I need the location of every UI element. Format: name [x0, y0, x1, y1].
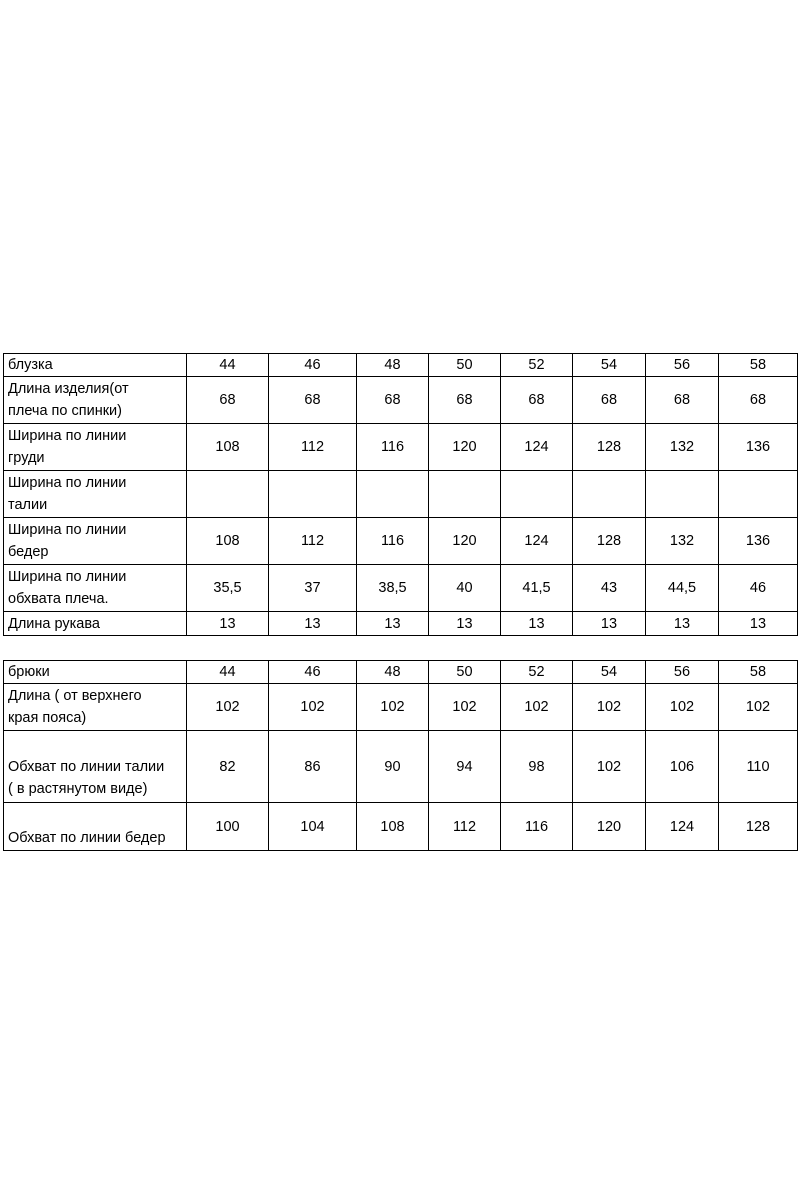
row-label-line: груди: [8, 450, 45, 466]
row-label-line: Длина изделия(от: [8, 381, 129, 397]
value-cell: 13: [187, 612, 269, 636]
value-cell: 102: [646, 684, 719, 731]
value-cell: 128: [573, 424, 646, 471]
value-cell: 112: [429, 803, 501, 851]
row-label-line: Ширина по линии: [8, 428, 127, 444]
value-cell: 38,5: [357, 565, 429, 612]
value-cell: 108: [357, 803, 429, 851]
value-cell: 13: [573, 612, 646, 636]
value-cell: 68: [269, 377, 357, 424]
blouse-header-row: [4, 354, 798, 377]
row-label: [4, 471, 187, 518]
value-cell: 110: [719, 731, 798, 803]
size-cell: 50: [429, 661, 501, 684]
value-cell: 41,5: [501, 565, 573, 612]
value-cell: 40: [429, 565, 501, 612]
value-cell: 44,5: [646, 565, 719, 612]
value-cell: 13: [357, 612, 429, 636]
value-cell: [187, 471, 269, 518]
value-cell: 116: [357, 424, 429, 471]
table-row: [4, 803, 798, 851]
row-label-line: обхвата плеча.: [8, 591, 109, 607]
size-cell: 52: [501, 661, 573, 684]
value-cell: 68: [357, 377, 429, 424]
row-label-line: Ширина по линии: [8, 475, 127, 491]
size-cell: 50: [429, 354, 501, 377]
size-cell: 44: [187, 661, 269, 684]
value-cell: 132: [646, 424, 719, 471]
value-cell: 37: [269, 565, 357, 612]
value-cell: 102: [269, 684, 357, 731]
value-cell: 136: [719, 424, 798, 471]
value-cell: 104: [269, 803, 357, 851]
size-cell: 44: [187, 354, 269, 377]
value-cell: 128: [573, 518, 646, 565]
value-cell: 13: [429, 612, 501, 636]
value-cell: [646, 471, 719, 518]
value-cell: [429, 471, 501, 518]
row-label-line: ( в растянутом виде): [8, 781, 148, 797]
row-label-line: Длина рукава: [8, 615, 100, 632]
value-cell: 86: [269, 731, 357, 803]
value-cell: 102: [573, 684, 646, 731]
blouse-size-table: [3, 353, 798, 636]
value-cell: 68: [501, 377, 573, 424]
value-cell: 116: [501, 803, 573, 851]
table-row: [4, 471, 798, 518]
row-label-line: Ширина по линии: [8, 569, 127, 585]
value-cell: 68: [187, 377, 269, 424]
value-cell: 108: [187, 518, 269, 565]
value-cell: 112: [269, 424, 357, 471]
value-cell: 13: [501, 612, 573, 636]
row-label: [4, 731, 187, 803]
value-cell: 128: [719, 803, 798, 851]
value-cell: 102: [501, 684, 573, 731]
value-cell: 102: [429, 684, 501, 731]
value-cell: 35,5: [187, 565, 269, 612]
value-cell: 102: [719, 684, 798, 731]
row-label: [4, 684, 187, 731]
value-cell: 102: [357, 684, 429, 731]
value-cell: 68: [429, 377, 501, 424]
row-label-line: Обхват по линии талии: [8, 759, 165, 775]
value-cell: 124: [501, 424, 573, 471]
row-label-line: Ширина по линии: [8, 522, 127, 538]
table-row: [4, 612, 798, 636]
value-cell: 68: [719, 377, 798, 424]
row-label-line: Длина ( от верхнего: [8, 688, 142, 704]
size-cell: 54: [573, 661, 646, 684]
table-row: [4, 731, 798, 803]
row-label: [4, 424, 187, 471]
value-cell: 136: [719, 518, 798, 565]
size-cell: 56: [646, 661, 719, 684]
row-label: [4, 518, 187, 565]
value-cell: [501, 471, 573, 518]
pants-header-row: [4, 661, 798, 684]
value-cell: 112: [269, 518, 357, 565]
row-label: [4, 803, 187, 851]
pants-title: брюки: [4, 661, 187, 684]
size-cell: 48: [357, 354, 429, 377]
table-row: [4, 424, 798, 471]
row-label-line: края пояса): [8, 710, 87, 726]
row-label: [4, 565, 187, 612]
value-cell: 90: [357, 731, 429, 803]
value-cell: [573, 471, 646, 518]
value-cell: 132: [646, 518, 719, 565]
row-label: [4, 612, 187, 636]
value-cell: 13: [269, 612, 357, 636]
size-cell: 56: [646, 354, 719, 377]
value-cell: 100: [187, 803, 269, 851]
value-cell: [269, 471, 357, 518]
value-cell: 46: [719, 565, 798, 612]
value-cell: 124: [646, 803, 719, 851]
value-cell: 13: [646, 612, 719, 636]
size-cell: 48: [357, 661, 429, 684]
size-cell: 52: [501, 354, 573, 377]
size-cell: 58: [719, 354, 798, 377]
size-cell: 46: [269, 354, 357, 377]
value-cell: 98: [501, 731, 573, 803]
row-label-line: плеча по спинки): [8, 403, 122, 419]
value-cell: 120: [573, 803, 646, 851]
value-cell: 68: [646, 377, 719, 424]
value-cell: 13: [719, 612, 798, 636]
row-label-line: талии: [8, 497, 48, 513]
size-cell: 58: [719, 661, 798, 684]
row-label-line: Обхват по линии бедер: [8, 830, 166, 846]
value-cell: [357, 471, 429, 518]
value-cell: 43: [573, 565, 646, 612]
pants-size-table: [3, 660, 798, 851]
value-cell: 124: [501, 518, 573, 565]
value-cell: 108: [187, 424, 269, 471]
value-cell: 120: [429, 424, 501, 471]
table-row: [4, 684, 798, 731]
row-label-line: бедер: [8, 544, 49, 560]
row-label: [4, 377, 187, 424]
value-cell: 102: [187, 684, 269, 731]
table-row: [4, 518, 798, 565]
size-cell: 54: [573, 354, 646, 377]
value-cell: 82: [187, 731, 269, 803]
table-row: [4, 565, 798, 612]
value-cell: [719, 471, 798, 518]
size-cell: 46: [269, 661, 357, 684]
value-cell: 120: [429, 518, 501, 565]
value-cell: 102: [573, 731, 646, 803]
value-cell: 94: [429, 731, 501, 803]
value-cell: 68: [573, 377, 646, 424]
table-row: [4, 377, 798, 424]
blouse-title: блузка: [4, 354, 187, 377]
value-cell: 106: [646, 731, 719, 803]
value-cell: 116: [357, 518, 429, 565]
